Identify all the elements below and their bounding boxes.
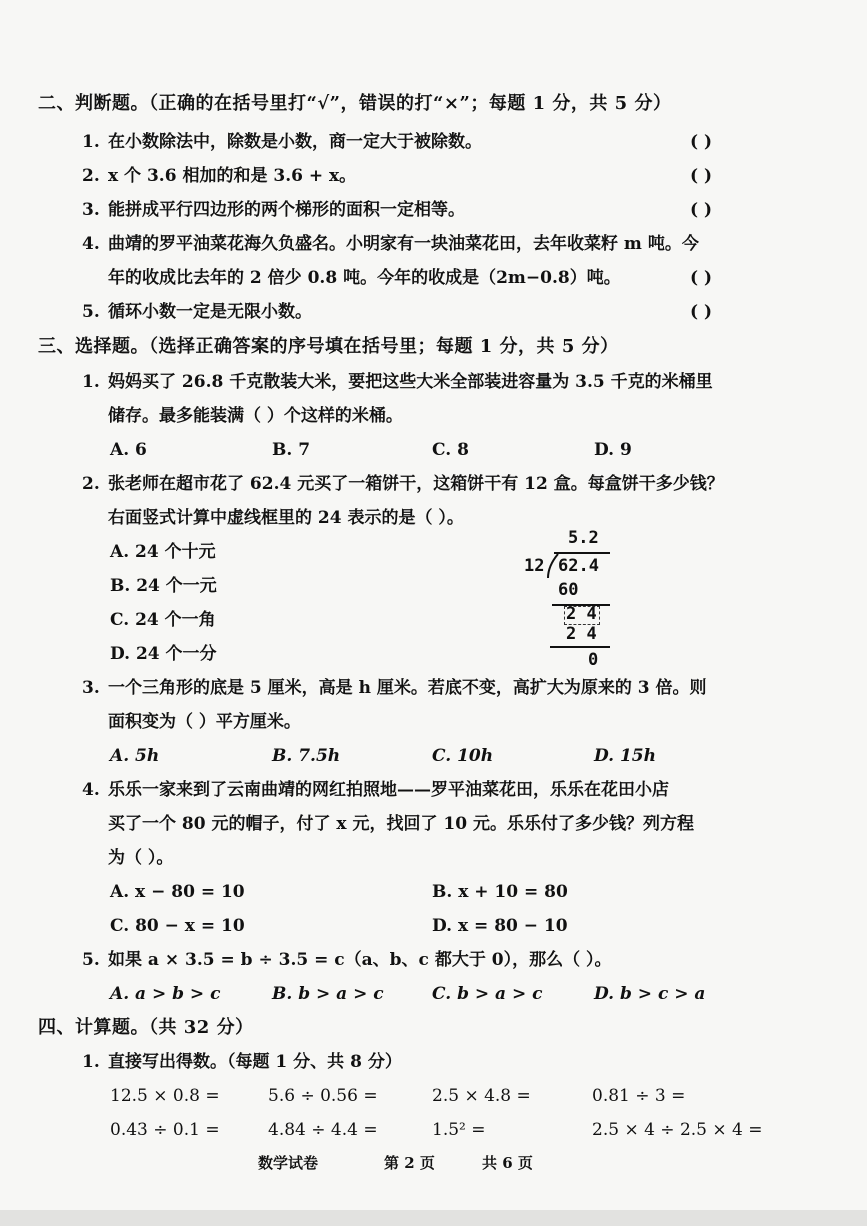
option-b[interactable]: B. 7.5h (272, 746, 341, 766)
answer-blank[interactable]: ( ) (690, 200, 713, 220)
item-text: 面积变为（ ）平方厘米。 (108, 712, 301, 732)
footer-total: 共 6 页 (482, 1154, 533, 1172)
item-number: 5. (82, 950, 100, 970)
item-text: 买了一个 80 元的帽子，付了 x 元，找回了 10 元。乐乐付了多少钱？列方程 (108, 814, 694, 834)
item-text: 在小数除法中，除数是小数，商一定大于被除数。 (108, 132, 482, 152)
calc-item[interactable]: 2.5 × 4 ÷ 2.5 × 4 = (592, 1120, 763, 1140)
option-b[interactable]: B. 7 (272, 440, 311, 460)
option-a[interactable]: A. a > b > c (110, 984, 221, 1004)
long-division (520, 528, 630, 670)
item-text: 直接写出得数。（每题 1 分、共 8 分） (108, 1052, 402, 1072)
scan-edge (0, 1210, 867, 1226)
item-text: 一个三角形的底是 5 厘米，高是 h 厘米。若底不变，高扩大为原来的 3 倍。则 (108, 678, 707, 698)
option-c[interactable]: C. 10h (432, 746, 494, 766)
option-d[interactable]: D. 15h (594, 746, 656, 766)
calc-item[interactable]: 4.84 ÷ 4.4 = (268, 1120, 378, 1140)
calc-item[interactable]: 5.6 ÷ 0.56 = (268, 1086, 378, 1106)
item-number: 1. (82, 132, 100, 152)
option-c[interactable]: C. b > a > c (432, 984, 543, 1004)
answer-blank[interactable]: ( ) (690, 302, 713, 322)
option-c[interactable]: C. 80 − x = 10 (110, 916, 245, 936)
item-number: 3. (82, 200, 100, 220)
division-remainder: 0 (588, 650, 599, 670)
calc-item[interactable]: 1.5² = (432, 1120, 486, 1140)
item-text: 乐乐一家来到了云南曲靖的网红拍照地——罗平油菜花田，乐乐在花田小店 (108, 780, 669, 800)
calc-item[interactable]: 0.81 ÷ 3 = (592, 1086, 686, 1106)
item-number: 4. (82, 780, 100, 800)
division-divisor: 12 (524, 556, 545, 576)
calc-item[interactable]: 12.5 × 0.8 = (110, 1086, 220, 1106)
item-text: 如果 a × 3.5 = b ÷ 3.5 = c（a、b、c 都大于 0），那么（ ）。 (108, 950, 612, 970)
division-dividend: 62.4 (558, 556, 599, 576)
item-text: 张老师在超市花了 62.4 元买了一箱饼干，这箱饼干有 12 盒。每盒饼干多少钱？ (108, 474, 724, 494)
option-b[interactable]: B. b > a > c (272, 984, 384, 1004)
option-b[interactable]: B. x + 10 = 80 (432, 882, 568, 902)
item-number: 2. (82, 166, 100, 186)
item-text: 为（ ）。 (108, 848, 174, 868)
answer-blank[interactable]: ( ) (690, 132, 713, 152)
option-a[interactable]: A. 6 (110, 440, 147, 460)
division-step2: 2 4 (566, 604, 597, 624)
option-b[interactable]: B. 24 个一元 (110, 576, 217, 596)
option-d[interactable]: D. x = 80 − 10 (432, 916, 568, 936)
footer-page: 第 2 页 (384, 1154, 435, 1172)
item-text: 年的收成比去年的 2 倍少 0.8 吨。今年的收成是（2m−0.8）吨。 (108, 268, 621, 288)
option-a[interactable]: A. 5h (110, 746, 160, 766)
item-number: 1. (82, 372, 100, 392)
option-a[interactable]: A. x − 80 = 10 (110, 882, 245, 902)
division-vinculum (554, 552, 610, 554)
item-number: 3. (82, 678, 100, 698)
item-number: 2. (82, 474, 100, 494)
item-text: 能拼成平行四边形的两个梯形的面积一定相等。 (108, 200, 465, 220)
footer-subject: 数学试卷 (258, 1154, 319, 1172)
division-quotient: 5.2 (568, 528, 599, 548)
item-text: 循环小数一定是无限小数。 (108, 302, 312, 322)
option-d[interactable]: D. b > c > a (594, 984, 706, 1004)
division-step3: 2 4 (566, 624, 597, 644)
item-text: 右面竖式计算中虚线框里的 24 表示的是（ ）。 (108, 508, 464, 528)
answer-blank[interactable]: ( ) (690, 268, 713, 288)
option-c[interactable]: C. 8 (432, 440, 469, 460)
item-text: 储存。最多能装满（ ）个这样的米桶。 (108, 406, 403, 426)
item-number: 5. (82, 302, 100, 322)
section-title-judgement: 二、判断题。（正确的在括号里打“√”，错误的打“×”；每题 1 分，共 5 分） (38, 93, 672, 114)
answer-blank[interactable]: ( ) (690, 166, 713, 186)
option-d[interactable]: D. 9 (594, 440, 632, 460)
calc-item[interactable]: 2.5 × 4.8 = (432, 1086, 531, 1106)
section-title-calculation: 四、计算题。（共 32 分） (38, 1017, 254, 1038)
item-text: x 个 3.6 相加的和是 3.6 + x。 (108, 166, 357, 186)
item-number: 4. (82, 234, 100, 254)
option-a[interactable]: A. 24 个十元 (110, 542, 216, 562)
item-text: 妈妈买了 26.8 千克散装大米，要把这些大米全部装进容量为 3.5 千克的米桶里 (108, 372, 713, 392)
calc-item[interactable]: 0.43 ÷ 0.1 = (110, 1120, 220, 1140)
option-c[interactable]: C. 24 个一角 (110, 610, 216, 630)
item-number: 1. (82, 1052, 100, 1072)
item-text: 曲靖的罗平油菜花海久负盛名。小明家有一块油菜花田，去年收菜籽 m 吨。今 (108, 234, 699, 254)
division-step1: 60 (558, 580, 579, 600)
section-title-choice: 三、选择题。（选择正确答案的序号填在括号里；每题 1 分，共 5 分） (38, 336, 619, 357)
division-rule-2 (550, 646, 610, 648)
option-d[interactable]: D. 24 个一分 (110, 644, 217, 664)
